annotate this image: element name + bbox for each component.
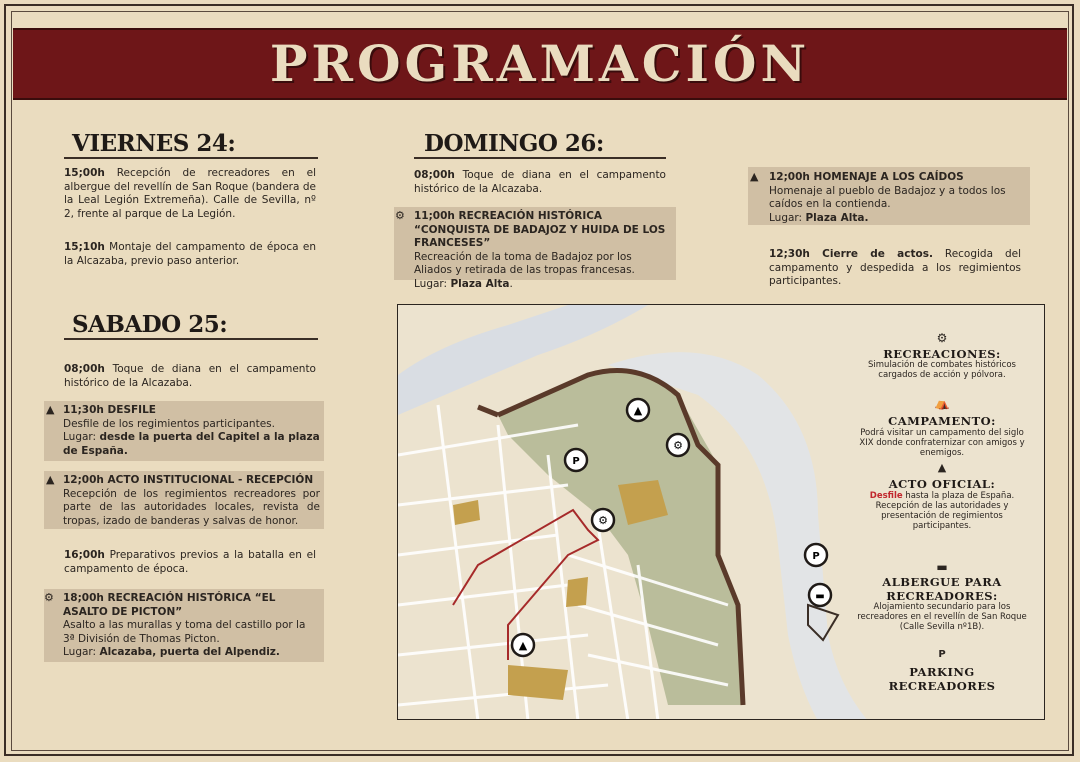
- heading-sabado: SABADO 25:: [72, 311, 228, 338]
- tent-icon: ⛺: [934, 396, 950, 410]
- place-label: Lugar:: [63, 431, 100, 443]
- sabado-event-4: [64, 549, 316, 576]
- legend-campamento-text: Podrá visitar un campamento del siglo XIX donde confraternizar con amigos y enemigos.: [859, 428, 1025, 458]
- event-heading: 12;00h ACTO INSTITUCIONAL - RECEPCIÓN: [63, 474, 314, 486]
- domingo-event-2: [414, 210, 670, 291]
- legend-acto-title: ACTO OFICIAL:: [888, 477, 996, 491]
- event-heading: 12;00h HOMENAJE A LOS CAÍDOS: [769, 171, 964, 183]
- place-value: Alcazaba, puerta del Alpendiz.: [99, 646, 280, 658]
- event-text: Montaje del campamento de época en la Alcazaba, previo paso anterior.: [64, 241, 316, 267]
- heading-underline: [64, 157, 318, 159]
- map-panel: [397, 304, 1045, 720]
- event-text: Homenaje al pueblo de Badajoz y a todos los caídos en la contienda.: [769, 184, 1006, 210]
- event-text: Desfile de los regimientos participantes.: [63, 417, 275, 430]
- event-text: Recepción de recreadores en el albergue del revellín de San Roque (bandera de la Leal Legión Extremeña). Calle de Sevilla, nº 2, frente al parque de La Legión.: [64, 167, 316, 220]
- place-label: Lugar:: [769, 211, 806, 224]
- svg-text:⚙: ⚙: [673, 439, 683, 452]
- sabado-event-3: [63, 474, 320, 528]
- domingo-event-4: [769, 248, 1021, 289]
- event-time: 08;00h: [414, 169, 455, 181]
- place-value: desde la puerta del Capitel a la plaza de España.: [63, 431, 320, 457]
- bed-icon: ▬: [936, 560, 948, 574]
- sabado-event-5: [63, 592, 320, 660]
- legend-parking-title: PARKING RECREADORES: [888, 665, 996, 693]
- event-text: Asalto a las murallas y toma del castillo por la 3ª División de Thomas Picton.: [63, 619, 306, 645]
- event-text: Recepción de los regimientos recreadores por parte de las autoridades locales, revista de tropas, izado de banderas y salvas de honor.: [63, 487, 320, 527]
- event-time: 12;30h: [769, 248, 810, 260]
- viernes-event-2: [64, 241, 316, 268]
- svg-text:P: P: [812, 551, 820, 562]
- title-banner: [13, 28, 1067, 100]
- block-highlight: [566, 577, 588, 607]
- legend-acto-body: hasta la plaza de España. Recepción de las autoridades y presentación de regimientos participantes.: [875, 491, 1015, 531]
- sabado-event-2: [63, 404, 320, 458]
- legend-recreaciones-title: RECREACIONES:: [883, 347, 1001, 361]
- svg-text:⚙: ⚙: [598, 514, 608, 527]
- heading-viernes: VIERNES 24:: [72, 130, 236, 157]
- heading-domingo: DOMINGO 26:: [424, 130, 604, 157]
- event-time: 15;10h: [64, 241, 105, 253]
- heading-underline: [64, 338, 318, 340]
- event-subhead: Cierre de actos.: [809, 248, 933, 260]
- hat-icon: ▲: [46, 473, 55, 486]
- legend-recreaciones-text: Simulación de combates históricos cargados de acción y pólvora.: [868, 360, 1016, 380]
- sabado-event-1: [64, 363, 316, 390]
- svg-text:▬: ▬: [815, 591, 825, 602]
- legend-acto-text: [854, 491, 1030, 531]
- hat-icon: ▲: [937, 461, 947, 474]
- event-heading: 11;30h DESFILE: [63, 404, 156, 416]
- event-text: Preparativos previos a la batalla en el campamento de época.: [64, 549, 316, 575]
- place-value: Plaza Alta.: [805, 211, 869, 224]
- legend-albergue-title: ALBERGUE PARA RECREADORES:: [882, 575, 1002, 603]
- event-place: [414, 278, 670, 292]
- cannon-icon: ⚙: [44, 591, 54, 604]
- event-text: Recreación de la toma de Badajoz por los Aliados y retirada de las tropas francesas.: [414, 250, 635, 276]
- event-time: 16;00h: [64, 549, 105, 561]
- event-heading: 18;00h RECREACIÓN HISTÓRICA “EL ASALTO DE PICTON”: [63, 592, 276, 618]
- event-text: Toque de diana en el campamento histórico de la Alcazaba.: [414, 169, 666, 195]
- cannon-icon: ⚙: [936, 331, 948, 345]
- parking-icon: P: [938, 649, 946, 660]
- hat-icon: ▲: [46, 403, 55, 416]
- domingo-event-3: [769, 171, 1025, 225]
- page-title: PROGRAMACIÓN: [269, 34, 811, 93]
- hat-icon: ▲: [750, 170, 759, 183]
- legend-albergue-text: Alojamiento secundario para los recreadores en el revellín de San Roque (Calle Sevilla nº1B).: [857, 602, 1027, 632]
- legend-acto-highlight: Desfile: [869, 491, 903, 501]
- event-time: 15;00h: [64, 167, 105, 179]
- svg-text:P: P: [572, 456, 580, 467]
- cannon-icon: ⚙: [395, 209, 405, 222]
- svg-text:▲: ▲: [633, 404, 643, 417]
- event-place: [769, 212, 1025, 226]
- legend-campamento-title: CAMPAMENTO:: [888, 414, 996, 428]
- event-time: 08;00h: [64, 363, 105, 375]
- place-value: Plaza Alta: [450, 277, 510, 290]
- event-text: Recogida del campamento y despedida a los regimientos participantes.: [769, 248, 1021, 287]
- event-place: [63, 431, 320, 458]
- heading-underline: [414, 157, 666, 159]
- place-label: Lugar:: [414, 277, 451, 290]
- block-highlight: [508, 665, 568, 700]
- domingo-event-1: [414, 169, 666, 196]
- place-end: .: [509, 277, 513, 290]
- place-label: Lugar:: [63, 646, 100, 658]
- event-place: [63, 646, 320, 660]
- svg-text:▲: ▲: [518, 639, 528, 652]
- viernes-event-1: [64, 167, 316, 221]
- event-text: Toque de diana en el campamento histórico de la Alcazaba.: [64, 363, 316, 389]
- event-heading: 11;00h RECREACIÓN HISTÓRICA “CONQUISTA DE BADAJOZ Y HUIDA DE LOS FRANCESES”: [414, 210, 666, 249]
